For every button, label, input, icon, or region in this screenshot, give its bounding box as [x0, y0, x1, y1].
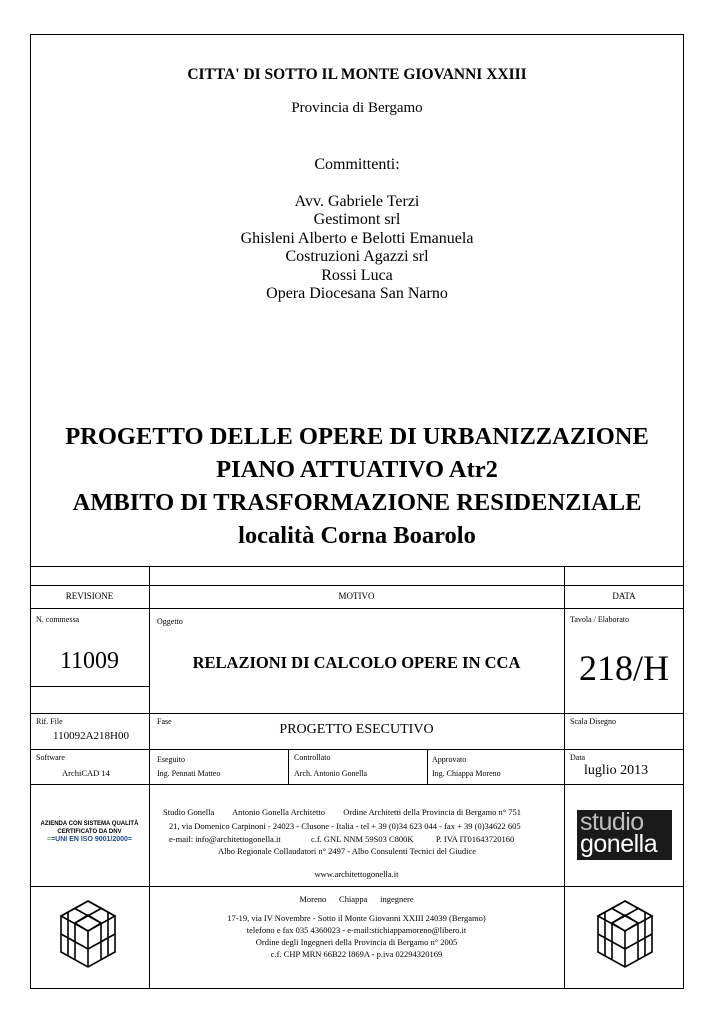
studio-contacts — [169, 834, 514, 844]
quality-certification — [30, 820, 149, 844]
eseguito-value: Ing. Pennati Matteo — [157, 769, 221, 778]
cert-line: CERTIFICATO DA DNV — [57, 829, 122, 835]
commessa-label: N. commessa — [36, 615, 80, 624]
studio-cf: c.f. GNL NNM 59S03 C800K — [310, 834, 414, 844]
project-title-line: AMBITO DI TRASFORMAZIONE RESIDENZIALE — [72, 489, 642, 516]
project-title-line: località Corna Boarolo — [238, 522, 476, 549]
rif-file-value: 110092A218H00 — [53, 730, 129, 742]
cert-line: AZIENDA CON SISTEMA QUALITÀ — [40, 821, 139, 827]
motivo-header: MOTIVO — [338, 591, 375, 601]
project-title-line: PROGETTO DELLE OPERE DI URBANIZZAZIONE — [65, 423, 649, 450]
cert-line: ==UNI EN ISO 9001/2000= — [46, 836, 133, 843]
logo-text-gonella: gonella — [580, 830, 658, 858]
engineer-address: 17-19, via IV Novembre - Sotto il Monte Giovanni XXIII 24039 (Bergamo) — [227, 913, 486, 923]
studio-email: e-mail: info@architettogonella.it — [169, 834, 281, 844]
engineer-cube-logo-right — [590, 897, 660, 977]
fase-label: Fase — [157, 717, 172, 726]
studio-name: Studio Gonella — [163, 807, 215, 817]
province: Provincia di Bergamo — [291, 100, 423, 116]
project-title-line: PIANO ATTUATIVO Atr2 — [216, 456, 498, 483]
project-title — [30, 420, 684, 552]
engineer-title: ingegnere — [380, 894, 414, 904]
clients-list — [30, 193, 684, 303]
eseguito-label: Eseguito — [157, 755, 185, 764]
studio-name-line — [163, 807, 521, 817]
engineer-order: Ordine degli Ingegneri della Provincia di Bergamo n° 2005 — [255, 937, 458, 947]
city-title: CITTA' DI SOTTO IL MONTE GIOVANNI XXIII — [187, 66, 527, 83]
studio-logo — [577, 810, 672, 860]
engineer-cf: c.f. CHP MRN 66B22 I869A - p.iva 02294320169 — [270, 949, 443, 959]
studio-order: Ordine Architetti della Provincia di Bergamo n° 751 — [343, 807, 521, 817]
studio-albo: Albo Regionale Collaudatori n° 2497 - Albo Consulenti Tecnici del Giudice — [218, 846, 477, 856]
cert-standard: =UNI EN ISO 9001/2000= — [51, 836, 133, 843]
engineer-last-name: Chiappa — [339, 894, 368, 904]
client-item: Rossi Luca — [321, 266, 393, 284]
client-item: Costruzioni Agazzi srl — [285, 248, 429, 266]
commessa-value: 11009 — [59, 648, 120, 674]
software-value: ArchiCAD 14 — [62, 768, 110, 778]
data-label: Data — [570, 753, 586, 762]
client-item: Opera Diocesana San Narno — [266, 285, 448, 303]
client-item: Gestimont srl — [313, 211, 401, 229]
engineer-phone: telefono e fax 035 4360023 - e-mail:stichiappamoreno@libero.it — [246, 925, 467, 935]
scala-label: Scala Disegno — [570, 717, 616, 726]
engineer-cube-logo-left — [53, 897, 123, 977]
studio-architect: Antonio Gonella Architetto — [232, 807, 326, 817]
client-item: Ghisleni Alberto e Belotti Emanuela — [240, 229, 474, 247]
client-item: Avv. Gabriele Terzi — [294, 193, 420, 210]
studio-address: 21, via Domenico Carpinoni - 24023 - Clusone - Italia - tel + 39 (0)34 623 044 - fax + 39 (0)34622 605 — [169, 821, 521, 831]
logo-text-studio: studio — [580, 808, 644, 836]
tavola-label: Tavola / Elaborato — [570, 615, 629, 624]
controllato-label: Controllato — [294, 753, 331, 762]
rif-file-label: Rif. File — [36, 717, 63, 726]
approvato-value: Ing. Chiappa Moreno — [432, 769, 501, 778]
studio-piva: P. IVA IT01643720160 — [435, 834, 515, 844]
oggetto-label: Oggetto — [157, 617, 183, 626]
engineer-name — [149, 894, 564, 904]
data-header: DATA — [612, 591, 636, 601]
controllato-value: Arch. Antonio Gonella — [294, 769, 368, 778]
engineer-first-name: Moreno — [299, 894, 327, 904]
data-value: luglio 2013 — [584, 763, 649, 778]
fase-value: PROGETTO ESECUTIVO — [279, 722, 434, 737]
approvato-label: Approvato — [432, 755, 467, 764]
studio-website: www.architettogonella.it — [314, 869, 399, 879]
tavola-value: 218/H — [579, 648, 669, 688]
oggetto-value: RELAZIONI DI CALCOLO OPERE IN CCA — [192, 653, 521, 672]
clients-label: Committenti: — [314, 156, 400, 173]
revisione-header: REVISIONE — [65, 591, 114, 601]
engineer-details — [149, 912, 564, 960]
software-label: Software — [36, 753, 65, 762]
